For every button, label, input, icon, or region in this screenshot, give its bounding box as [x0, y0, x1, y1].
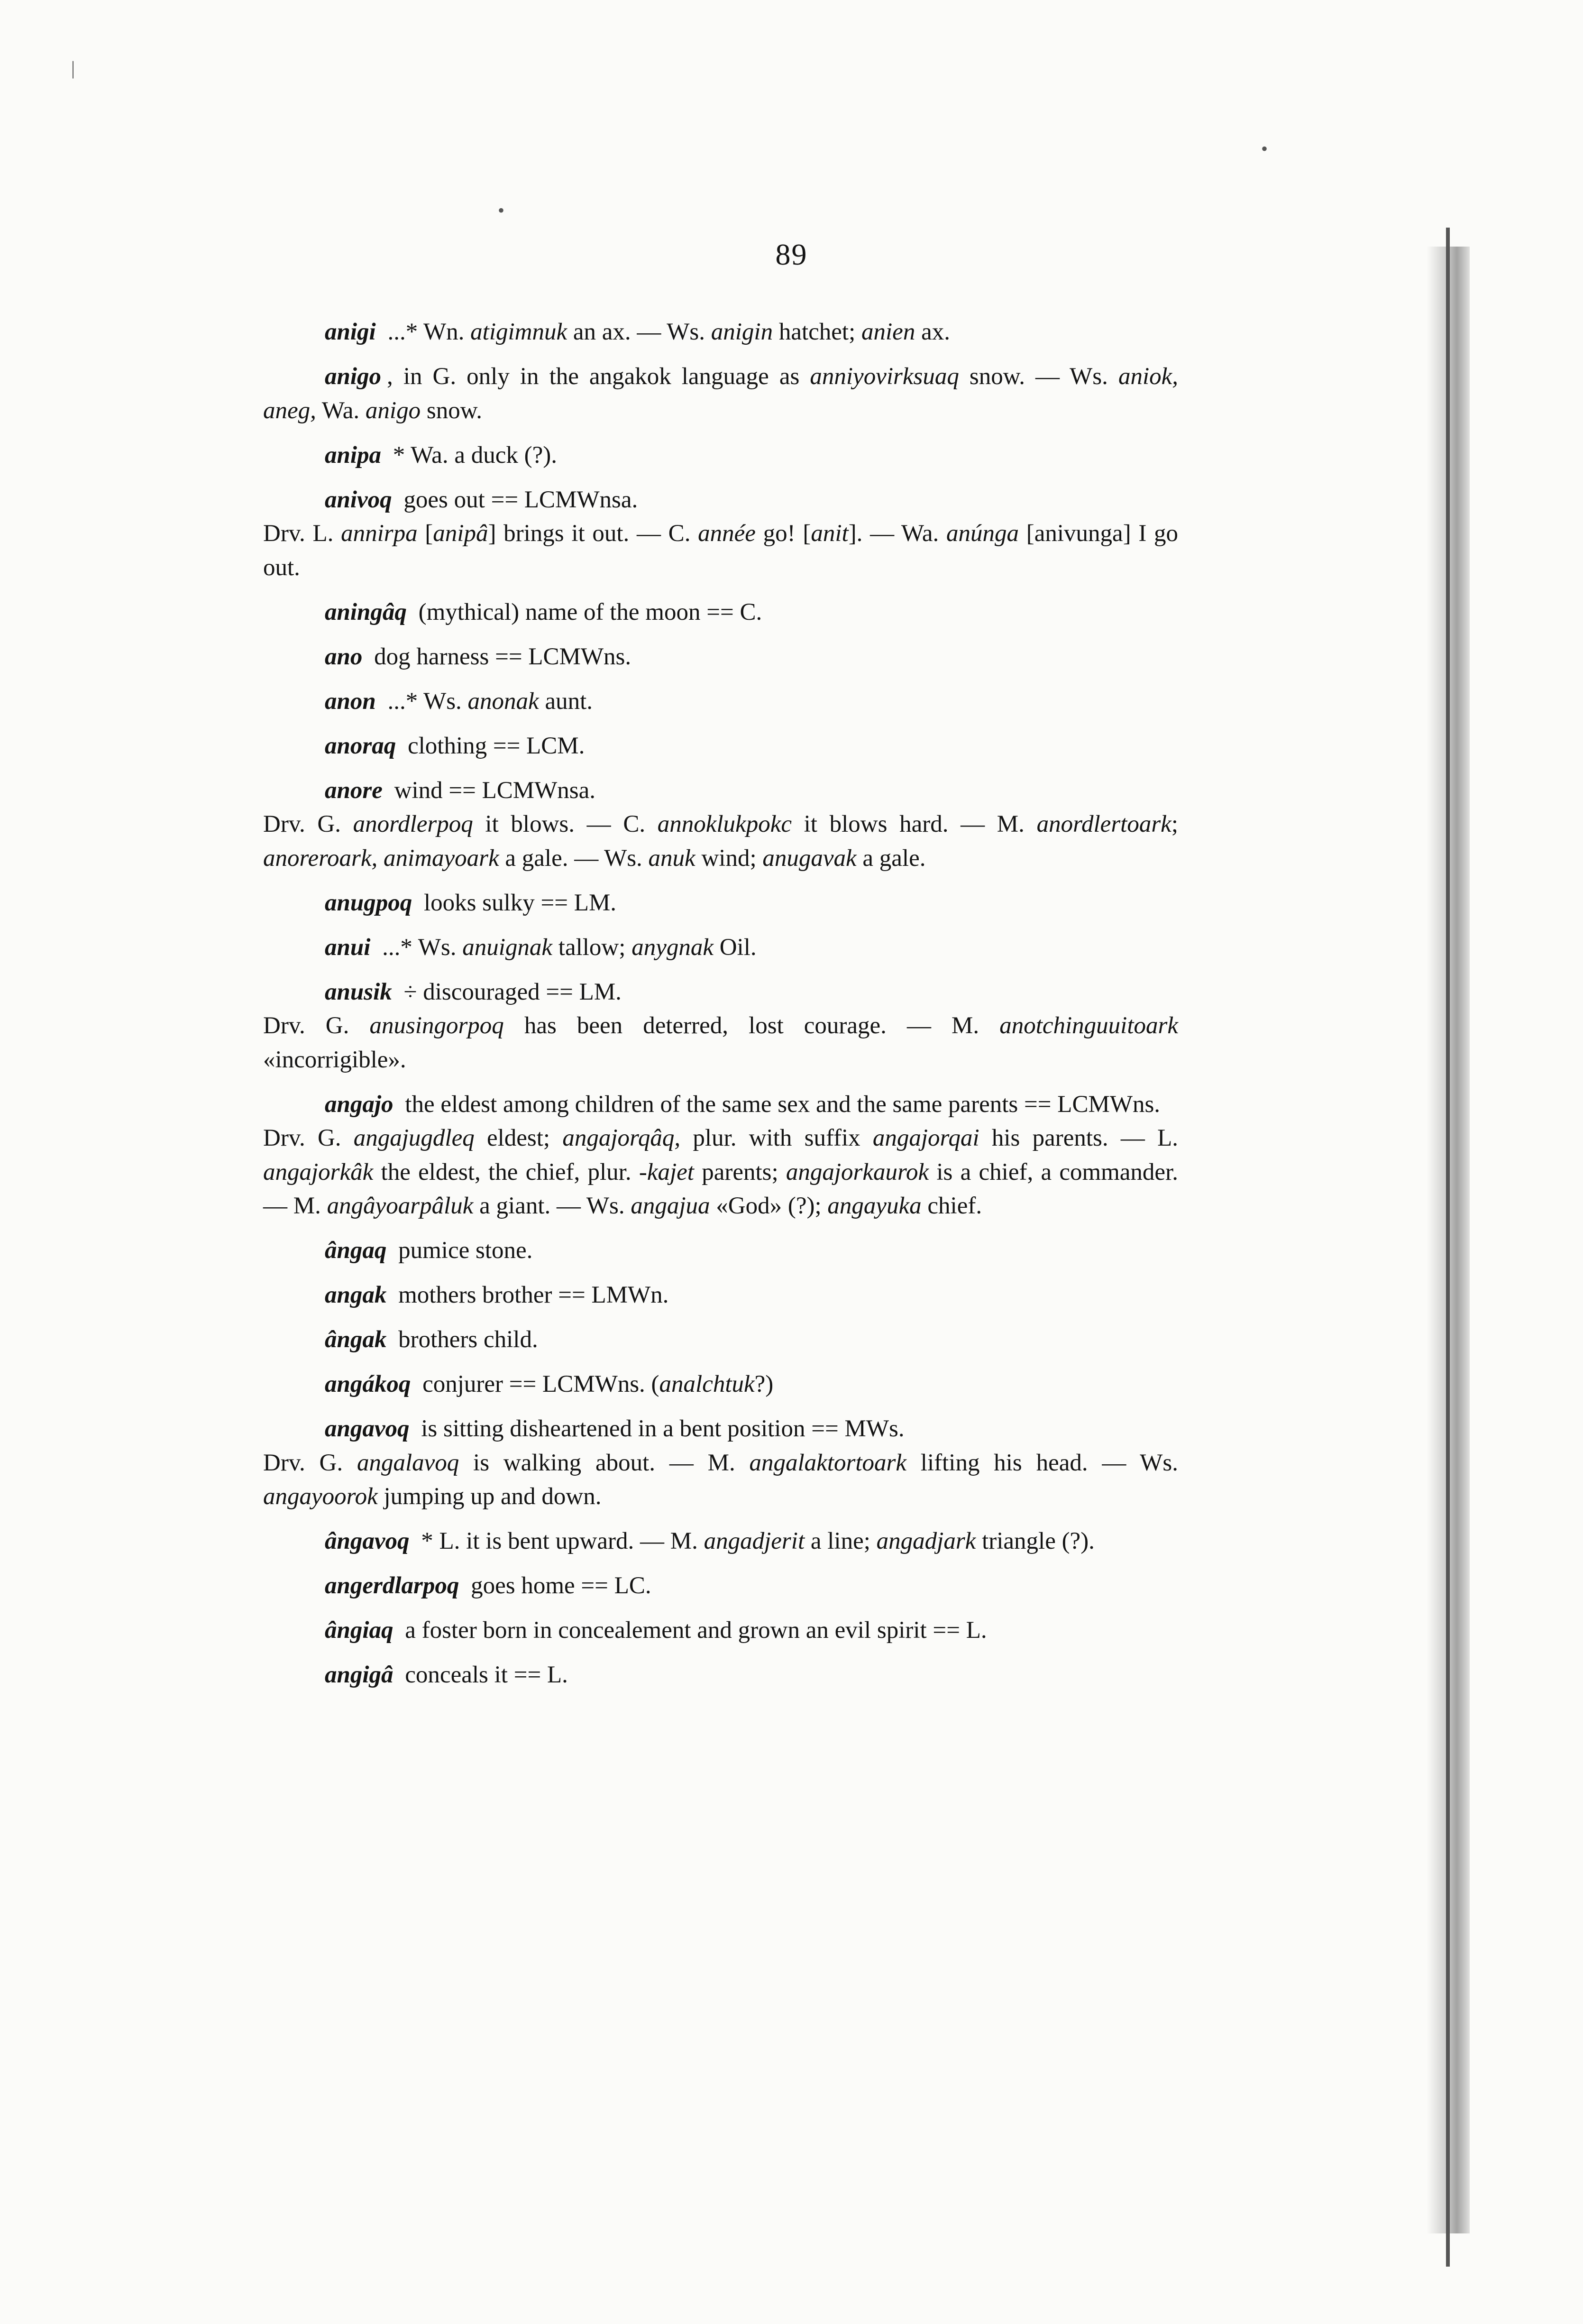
dictionary-entry — [263, 1658, 1178, 1692]
headword: ângiaq — [325, 1617, 393, 1644]
entry-text: mothers brother == LMWn. — [392, 1282, 669, 1308]
dictionary-entry — [263, 1234, 1178, 1268]
dictionary-entry — [263, 685, 1178, 719]
headword: anigo — [325, 363, 382, 390]
entry-text: [ — [417, 520, 433, 547]
entry-text: ax. — [915, 319, 950, 345]
headword: ângak — [325, 1326, 387, 1353]
entry-text: Drv. G. — [263, 1449, 357, 1476]
italic-term: analchtuk — [659, 1371, 755, 1397]
headword: ângaq — [325, 1237, 387, 1264]
entry-text: the eldest, the chief, plur. - — [373, 1158, 647, 1185]
entry-text: ÷ discouraged == LM. — [397, 978, 622, 1005]
dictionary-entry — [263, 886, 1178, 920]
italic-term: angadjerit — [704, 1528, 805, 1554]
entry-text: , in G. only in the angakok language as — [387, 363, 810, 390]
dictionary-entry — [263, 439, 1178, 473]
dictionary-entry — [263, 483, 1178, 585]
entry-text: dog harness == LCMWns. — [368, 643, 631, 670]
headword: angerdlarpoq — [325, 1572, 459, 1599]
entry-text: [anivunga] I go out. — [263, 520, 1179, 581]
entry-text: ?) — [754, 1371, 774, 1397]
italic-term: angajua — [631, 1193, 710, 1219]
dictionary-entry — [263, 1278, 1178, 1313]
italic-term: anoreroark, animayoark — [263, 845, 499, 872]
italic-term: anniyovirksuaq — [810, 363, 959, 390]
headword: angavoq — [325, 1415, 410, 1442]
italic-term: annoklukpokc — [657, 811, 792, 837]
headword: anipa — [325, 441, 382, 468]
italic-term: anusingorpoq — [369, 1012, 504, 1039]
speck-mark: | — [71, 57, 75, 79]
entry-text: clothing == LCM. — [402, 732, 585, 759]
page-edge-line — [1446, 228, 1450, 2267]
page-number: 89 — [775, 238, 808, 271]
entry-text: a gale. — Ws. — [499, 845, 649, 872]
entry-text: Drv. G. — [263, 1125, 354, 1151]
entry-text: a gale. — [856, 845, 926, 872]
entry-text: Drv. L. — [263, 520, 341, 547]
entry-text: triangle (?). — [976, 1528, 1095, 1554]
italic-term: annirpa — [341, 520, 418, 547]
headword: ângavoq — [325, 1528, 410, 1554]
italic-term: anonak — [467, 688, 539, 715]
entry-text: ...* Ws. — [381, 688, 468, 715]
italic-term: kajet — [647, 1158, 694, 1185]
italic-term: anugavak — [762, 845, 857, 872]
entry-text: * Wa. a duck (?). — [387, 441, 557, 468]
entry-text: his parents. — L. — [979, 1125, 1178, 1151]
entry-text: pumice stone. — [392, 1237, 533, 1264]
entry-text: Drv. G. — [263, 811, 353, 837]
italic-term: angâyoarpâluk — [327, 1193, 474, 1219]
entry-text: «God» (?); — [710, 1193, 828, 1219]
headword: anon — [325, 688, 376, 715]
dictionary-entry — [263, 596, 1178, 630]
entry-text: a giant. — Ws. — [473, 1193, 631, 1219]
italic-term: anúnga — [946, 520, 1019, 547]
italic-term: angajorkâk — [263, 1158, 374, 1185]
dictionary-entry — [263, 360, 1178, 428]
entry-text: eldest; — [474, 1125, 563, 1151]
entry-text: Wa. — [316, 397, 366, 424]
entry-text: conjurer == LCMWns. ( — [416, 1371, 659, 1397]
entry-text: the eldest among children of the same sex and the same parents == LCMWns. — [399, 1091, 1161, 1118]
italic-term: anuignak — [462, 934, 553, 961]
dictionary-entry — [263, 1412, 1178, 1514]
entry-text: it blows hard. — M. — [791, 811, 1037, 837]
entry-text: ] brings it out. — C. — [488, 520, 698, 547]
entry-text: Drv. G. — [263, 1012, 370, 1039]
entry-text: an ax. — Ws. — [567, 319, 711, 345]
entry-text: conceals it == L. — [399, 1662, 568, 1688]
entry-text: jumping up and down. — [377, 1483, 602, 1510]
italic-term: anygnak — [631, 934, 714, 961]
headword: angajo — [325, 1091, 393, 1118]
speck-mark: • — [498, 200, 505, 221]
italic-term: anipâ — [433, 520, 488, 547]
italic-term: angalaktortoark — [749, 1449, 906, 1476]
dictionary-entry — [263, 774, 1178, 876]
headword: anore — [325, 777, 383, 804]
italic-term: aniok, aneg, — [263, 363, 1178, 424]
italic-term: angayuka — [827, 1193, 922, 1219]
italic-term: anordlerpoq — [353, 811, 473, 837]
entry-text: ...* Ws. — [376, 934, 463, 961]
entry-text: a foster born in concealement and grown an evil spirit == L. — [399, 1617, 987, 1644]
entry-text: ; — [1171, 811, 1178, 837]
dictionary-entry — [263, 1323, 1178, 1357]
headword: anoraq — [325, 732, 396, 759]
entry-text: snow. — [421, 397, 482, 424]
dictionary-entry — [263, 729, 1178, 763]
entry-text: wind; — [695, 845, 763, 872]
entry-text: it blows. — C. — [473, 811, 658, 837]
entry-text: ...* Wn. — [381, 319, 471, 345]
entry-text: snow. — Ws. — [959, 363, 1118, 390]
italic-term: angalavoq — [357, 1449, 459, 1476]
entry-text: aunt. — [539, 688, 593, 715]
italic-term: anigo — [365, 397, 421, 424]
entry-text: lifting his head. — Ws. — [906, 1449, 1178, 1476]
entry-text: a line; — [805, 1528, 877, 1554]
dictionary-entry — [263, 1614, 1178, 1648]
italic-term: anuk — [648, 845, 695, 872]
headword: anui — [325, 934, 371, 961]
headword: ano — [325, 643, 363, 670]
entry-text: has been deterred, lost courage. — M. — [503, 1012, 1000, 1039]
dictionary-entry — [263, 1569, 1178, 1603]
italic-term: angajorqai — [872, 1125, 979, 1151]
italic-term: atigimnuk — [470, 319, 567, 345]
italic-term: anigin — [711, 319, 773, 345]
entry-text: brothers child. — [392, 1326, 538, 1353]
italic-term: anordlertoark — [1036, 811, 1171, 837]
italic-term: année — [698, 520, 756, 547]
entry-text: tallow; — [552, 934, 632, 961]
entry-text: parents; — [694, 1158, 786, 1185]
dictionary-entry — [263, 315, 1178, 349]
entry-text: is sitting disheartened in a bent position == MWs. — [415, 1415, 905, 1442]
dictionary-entry — [263, 1525, 1178, 1559]
entry-text: Oil. — [713, 934, 757, 961]
headword: anivoq — [325, 486, 392, 513]
headword: anugpoq — [325, 889, 412, 916]
entry-text: is a chief, a commander. — M. — [263, 1158, 1178, 1219]
headword: angigâ — [325, 1662, 393, 1688]
italic-term: anit — [811, 520, 849, 547]
dictionary-entry — [263, 1088, 1178, 1223]
entry-text: wind == LCMWnsa. — [388, 777, 596, 804]
headword: aningâq — [325, 598, 407, 625]
headword: angákoq — [325, 1371, 411, 1397]
italic-term: angayoorok — [263, 1483, 378, 1510]
dictionary-entry — [263, 640, 1178, 674]
speck-mark: • — [1261, 138, 1268, 159]
entry-text: * L. it is bent upward. — M. — [415, 1528, 704, 1554]
dictionary-entry — [263, 975, 1178, 1077]
entry-text: plur. with suffix — [680, 1125, 873, 1151]
italic-term: angajorqâq, — [562, 1125, 681, 1151]
italic-term: anien — [861, 319, 915, 345]
entry-text: is walking about. — M. — [459, 1449, 750, 1476]
italic-term: angadjark — [876, 1528, 976, 1554]
headword: anigi — [325, 319, 376, 345]
dictionary-text-column — [263, 315, 1178, 1703]
entry-text: goes home == LC. — [465, 1572, 651, 1599]
entry-text: ]. — Wa. — [848, 520, 947, 547]
italic-term: angajorkaurok — [786, 1158, 929, 1185]
entry-text: (mythical) name of the moon == C. — [412, 598, 762, 625]
dictionary-entry — [263, 931, 1178, 965]
entry-text: looks sulky == LM. — [418, 889, 617, 916]
entry-text: chief. — [921, 1193, 982, 1219]
italic-term: anotchinguuitoark — [999, 1012, 1178, 1039]
headword: angak — [325, 1282, 387, 1308]
entry-text: goes out == LCMWnsa. — [397, 486, 638, 513]
entry-text: hatchet; — [773, 319, 862, 345]
entry-text: go! [ — [755, 520, 811, 547]
headword: anusik — [325, 978, 392, 1005]
dictionary-entry — [263, 1368, 1178, 1402]
entry-text: «incorrigible». — [263, 1046, 406, 1073]
italic-term: angajugdleq — [353, 1125, 475, 1151]
